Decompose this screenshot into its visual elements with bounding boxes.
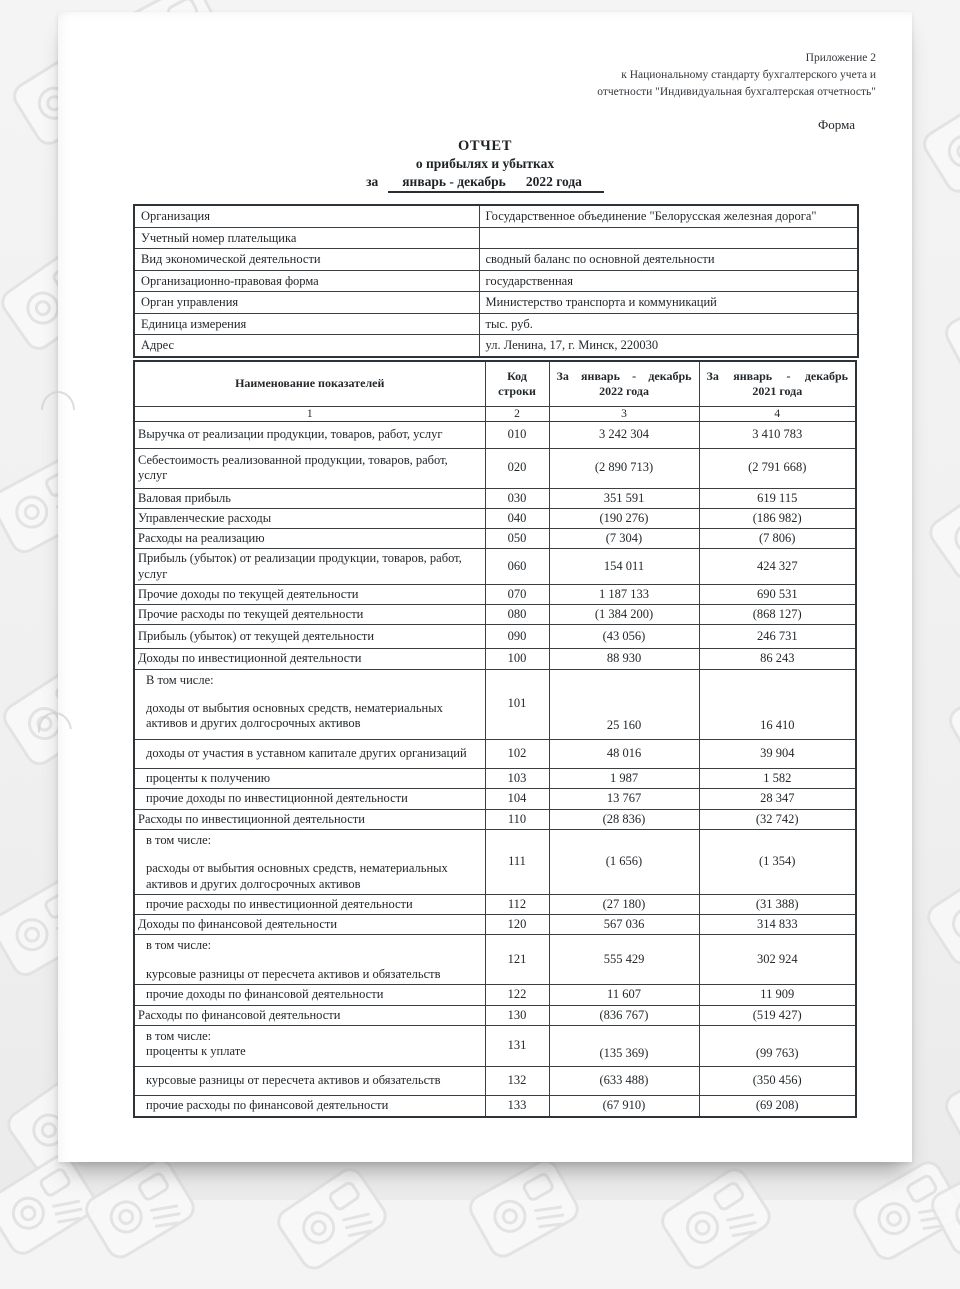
spacer <box>138 688 480 701</box>
value-2022-cell: (43 056) <box>549 625 699 649</box>
indicator-label: прочие доходы по инвестиционной деятельности <box>138 791 480 806</box>
value-2022-cell: 1 187 133 <box>549 584 699 604</box>
indicator-label: расходы от выбытия основных средств, нематериальных активов и других долгосрочных активов <box>138 861 480 892</box>
value-2022-cell: 567 036 <box>549 915 699 935</box>
info-row <box>134 205 858 227</box>
info-label: Учетный номер плательщика <box>134 227 479 249</box>
info-row <box>134 249 858 271</box>
value-2021-cell: (69 208) <box>699 1095 856 1117</box>
table-row <box>134 830 856 895</box>
row-code-cell: 102 <box>485 739 549 768</box>
value-2021-cell: 16 410 <box>699 669 856 739</box>
form-label: Форма <box>58 117 912 133</box>
watermark-icon <box>260 1147 409 1289</box>
info-row <box>134 270 858 292</box>
row-code-cell: 132 <box>485 1066 549 1095</box>
indicator-label: Доходы по инвестиционной деятельности <box>138 651 480 666</box>
indicator-label: прочие доходы по финансовой деятельности <box>138 987 480 1002</box>
value-2021-cell: 86 243 <box>699 649 856 669</box>
indicator-name-cell <box>134 421 485 448</box>
info-row <box>134 227 858 249</box>
indicator-name-cell <box>134 625 485 649</box>
indicator-name-cell <box>134 649 485 669</box>
table-row <box>134 894 856 914</box>
appendix-line: Приложение 2 <box>58 50 876 67</box>
appendix-note <box>58 12 912 101</box>
row-code-cell: 080 <box>485 605 549 625</box>
table-row <box>134 529 856 549</box>
table-row <box>134 421 856 448</box>
watermark-icon <box>910 843 960 984</box>
indicator-label: Доходы по финансовой деятельности <box>138 917 480 932</box>
column-number: 4 <box>699 406 856 421</box>
row-code-cell: 104 <box>485 788 549 809</box>
value-2022-cell: (836 767) <box>549 1005 699 1025</box>
value-2022-cell: (633 488) <box>549 1066 699 1095</box>
value-2021-cell: 246 731 <box>699 625 856 649</box>
value-2021-cell: 1 582 <box>699 768 856 788</box>
row-code-cell: 090 <box>485 625 549 649</box>
value-2022-cell: (1 384 200) <box>549 605 699 625</box>
indicator-label: Валовая прибыль <box>138 491 480 506</box>
indicator-label: Прибыль (убыток) от реализации продукции, товаров, работ, услуг <box>138 551 480 582</box>
period-prefix: за <box>366 174 378 189</box>
row-code-cell: 020 <box>485 448 549 488</box>
indicator-name-cell <box>134 830 485 895</box>
row-code-cell: 122 <box>485 985 549 1005</box>
spacer <box>138 848 480 861</box>
period-months: январь - декабрь <box>402 174 506 189</box>
report-title-line2: о прибылях и убытках <box>58 156 912 172</box>
table-row <box>134 1005 856 1025</box>
value-2021-cell: 690 531 <box>699 584 856 604</box>
row-code-cell: 103 <box>485 768 549 788</box>
value-2021-cell: (31 388) <box>699 894 856 914</box>
info-value: государственная <box>479 270 858 292</box>
sub-group-label: в том числе: <box>138 938 480 953</box>
row-code-cell: 131 <box>485 1025 549 1066</box>
indicator-label: прочие расходы по финансовой деятельности <box>138 1098 480 1113</box>
info-label: Адрес <box>134 335 479 357</box>
row-code-cell: 060 <box>485 549 549 585</box>
indicator-label: Расходы на реализацию <box>138 531 480 546</box>
header-row-code: Код строки <box>485 361 549 407</box>
indicator-name-cell <box>134 488 485 508</box>
row-code-cell: 010 <box>485 421 549 448</box>
value-2022-cell: (67 910) <box>549 1095 699 1117</box>
value-2021-cell: (186 982) <box>699 508 856 528</box>
indicator-label: прочие расходы по инвестиционной деятельности <box>138 897 480 912</box>
table-row <box>134 768 856 788</box>
sub-group-label: В том числе: <box>138 673 480 688</box>
row-code-cell: 070 <box>485 584 549 604</box>
row-code-cell: 030 <box>485 488 549 508</box>
watermark-icon <box>929 266 960 403</box>
watermark-icon <box>912 456 960 599</box>
indicator-label: доходы от участия в уставном капитале других организаций <box>138 746 480 761</box>
value-2021-cell: 11 909 <box>699 985 856 1005</box>
row-code-cell: 101 <box>485 669 549 739</box>
organization-info-table <box>133 204 859 358</box>
table-row <box>134 669 856 739</box>
row-code-cell: 130 <box>485 1005 549 1025</box>
watermark-icon <box>933 651 960 790</box>
value-2021-cell: (32 742) <box>699 809 856 829</box>
spacer <box>138 954 480 967</box>
report-period-line <box>58 174 912 193</box>
indicator-name-cell <box>134 549 485 585</box>
value-2021-cell: 424 327 <box>699 549 856 585</box>
indicator-name-cell <box>134 584 485 604</box>
info-label: Единица измерения <box>134 313 479 335</box>
table-row <box>134 605 856 625</box>
row-code-cell: 050 <box>485 529 549 549</box>
value-2021-cell: (519 427) <box>699 1005 856 1025</box>
info-value: сводный баланс по основной деятельности <box>479 249 858 271</box>
indicator-name-cell <box>134 1005 485 1025</box>
value-2022-cell: 48 016 <box>549 739 699 768</box>
value-2021-cell: (7 806) <box>699 529 856 549</box>
indicator-name-cell <box>134 768 485 788</box>
info-value: Министерство транспорта и коммуникаций <box>479 292 858 314</box>
indicator-name-cell <box>134 508 485 528</box>
table-row <box>134 935 856 985</box>
row-code-cell: 112 <box>485 894 549 914</box>
info-row <box>134 313 858 335</box>
profit-loss-table <box>133 360 857 1119</box>
value-2022-cell: 154 011 <box>549 549 699 585</box>
column-number: 2 <box>485 406 549 421</box>
indicator-label: Управленческие расходы <box>138 511 480 526</box>
info-label: Организация <box>134 205 479 227</box>
value-2022-cell: 3 242 304 <box>549 421 699 448</box>
indicator-label: Прочие расходы по текущей деятельности <box>138 607 480 622</box>
indicator-name-cell <box>134 985 485 1005</box>
indicator-name-cell <box>134 1066 485 1095</box>
indicator-name-cell <box>134 1025 485 1066</box>
watermark-icon <box>644 1147 793 1288</box>
value-2021-cell: (868 127) <box>699 605 856 625</box>
row-code-cell: 133 <box>485 1095 549 1117</box>
indicator-name-cell <box>134 935 485 985</box>
table-row <box>134 488 856 508</box>
indicator-name-cell <box>134 739 485 768</box>
indicator-label: Прочие доходы по текущей деятельности <box>138 587 480 602</box>
table-row <box>134 649 856 669</box>
row-code-cell: 111 <box>485 830 549 895</box>
info-row <box>134 292 858 314</box>
value-2021-cell: (350 456) <box>699 1066 856 1095</box>
indicator-name-cell <box>134 605 485 625</box>
table-header-row <box>134 361 856 407</box>
indicator-label: курсовые разницы от пересчета активов и обязательств <box>138 1073 480 1088</box>
sub-group-label: в том числе: <box>138 833 480 848</box>
header-period-2022: За январь - декабрь 2022 года <box>549 361 699 407</box>
indicator-name-cell <box>134 669 485 739</box>
indicator-label: курсовые разницы от пересчета активов и обязательств <box>138 967 480 982</box>
info-label: Орган управления <box>134 292 479 314</box>
indicator-label: Расходы по финансовой деятельности <box>138 1008 480 1023</box>
indicator-label: Расходы по инвестиционной деятельности <box>138 812 480 827</box>
indicator-name-cell <box>134 915 485 935</box>
column-number-row <box>134 406 856 421</box>
value-2021-cell: 28 347 <box>699 788 856 809</box>
table-row <box>134 985 856 1005</box>
document-page <box>58 12 912 1162</box>
indicator-name-cell <box>134 894 485 914</box>
table-row <box>134 809 856 829</box>
indicator-label: доходы от выбытия основных средств, нематериальных активов и других долгосрочных активов <box>138 701 480 732</box>
value-2021-cell: (99 763) <box>699 1025 856 1066</box>
table-row <box>134 549 856 585</box>
value-2021-cell: 3 410 783 <box>699 421 856 448</box>
report-title <box>58 138 912 193</box>
row-code-cell: 040 <box>485 508 549 528</box>
indicator-label: Прибыль (убыток) от текущей деятельности <box>138 629 480 644</box>
report-title-line1: ОТЧЕТ <box>58 138 912 155</box>
table-row <box>134 788 856 809</box>
value-2022-cell: (190 276) <box>549 508 699 528</box>
value-2022-cell: (2 890 713) <box>549 448 699 488</box>
indicator-name-cell <box>134 529 485 549</box>
row-code-cell: 121 <box>485 935 549 985</box>
info-value: тыс. руб. <box>479 313 858 335</box>
value-2021-cell: 314 833 <box>699 915 856 935</box>
info-value <box>479 227 858 249</box>
value-2022-cell: (7 304) <box>549 529 699 549</box>
value-2022-cell: 11 607 <box>549 985 699 1005</box>
table-row <box>134 1066 856 1095</box>
indicator-name-cell <box>134 448 485 488</box>
indicator-label: Выручка от реализации продукции, товаров, работ, услуг <box>138 427 480 442</box>
indicator-label: Себестоимость реализованной продукции, товаров, работ, услуг <box>138 453 480 484</box>
period-year: 2022 года <box>526 174 582 189</box>
table-row <box>134 448 856 488</box>
info-label: Вид экономической деятельности <box>134 249 479 271</box>
info-row <box>134 335 858 357</box>
table-row <box>134 739 856 768</box>
value-2021-cell: (2 791 668) <box>699 448 856 488</box>
value-2022-cell: 351 591 <box>549 488 699 508</box>
value-2022-cell: (27 180) <box>549 894 699 914</box>
period-underlined <box>388 174 604 193</box>
value-2022-cell: (135 369) <box>549 1025 699 1066</box>
value-2021-cell: (1 354) <box>699 830 856 895</box>
table-row <box>134 1025 856 1066</box>
row-code-cell: 120 <box>485 915 549 935</box>
indicator-label: проценты к получению <box>138 771 480 786</box>
value-2022-cell: 1 987 <box>549 768 699 788</box>
value-2022-cell: 13 767 <box>549 788 699 809</box>
value-2021-cell: 302 924 <box>699 935 856 985</box>
header-period-2021: За январь - декабрь 2021 года <box>699 361 856 407</box>
indicator-label: проценты к уплате <box>138 1044 480 1059</box>
table-row <box>134 625 856 649</box>
value-2022-cell: 88 930 <box>549 649 699 669</box>
info-label: Организационно-правовая форма <box>134 270 479 292</box>
appendix-line: к Национальному стандарту бухгалтерского учета и <box>58 67 876 84</box>
indicator-name-cell <box>134 788 485 809</box>
value-2022-cell: 555 429 <box>549 935 699 985</box>
sub-group-label: в том числе: <box>138 1029 480 1044</box>
watermark-icon <box>907 72 960 213</box>
table-row <box>134 584 856 604</box>
table-row <box>134 1095 856 1117</box>
indicator-name-cell <box>134 809 485 829</box>
appendix-line: отчетности "Индивидуальная бухгалтерская отчетность" <box>58 84 876 101</box>
column-number: 3 <box>549 406 699 421</box>
table-row <box>134 915 856 935</box>
value-2022-cell: 25 160 <box>549 669 699 739</box>
table-row <box>134 508 856 528</box>
column-number: 1 <box>134 406 485 421</box>
info-value: ул. Ленина, 17, г. Минск, 220030 <box>479 335 858 357</box>
header-indicator-name: Наименование показателей <box>134 361 485 407</box>
row-code-cell: 110 <box>485 809 549 829</box>
value-2021-cell: 39 904 <box>699 739 856 768</box>
indicator-name-cell <box>134 1095 485 1117</box>
row-code-cell: 100 <box>485 649 549 669</box>
value-2022-cell: (28 836) <box>549 809 699 829</box>
value-2021-cell: 619 115 <box>699 488 856 508</box>
info-value: Государственное объединение "Белорусская железная дорога" <box>479 205 858 227</box>
value-2022-cell: (1 656) <box>549 830 699 895</box>
